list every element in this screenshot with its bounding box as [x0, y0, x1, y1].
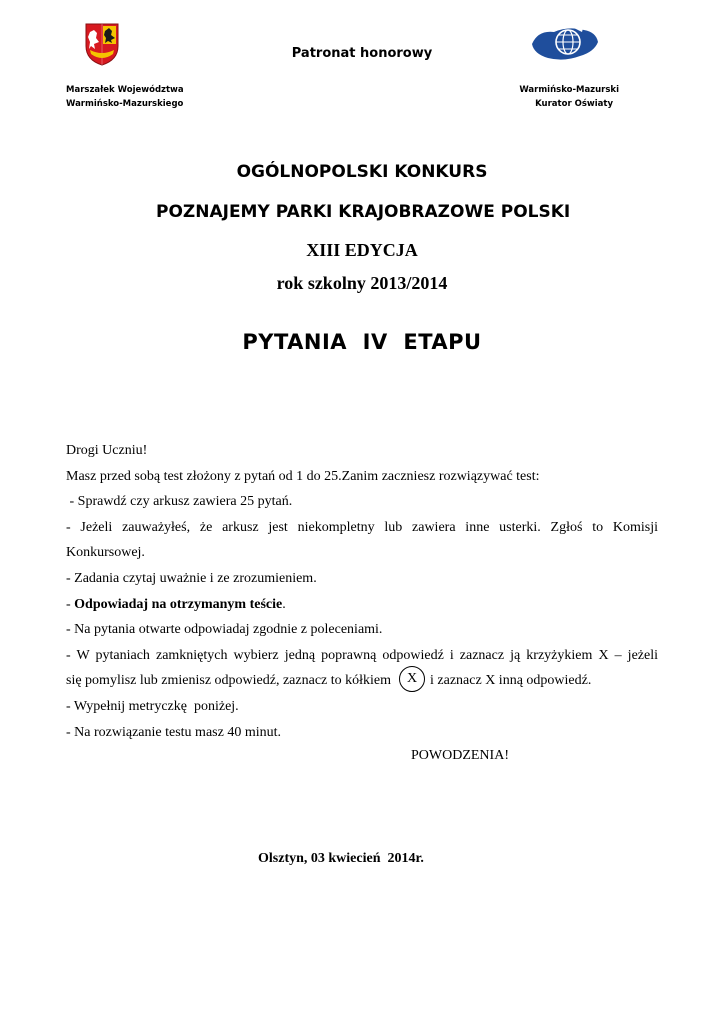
- instruction-item-2-line2: Konkursowej.: [66, 545, 145, 561]
- greeting: Drogi Uczniu!: [66, 443, 148, 458]
- instruction-item-5: - Na pytania otwarte odpowiadaj zgodnie z poleceniami.: [66, 622, 383, 638]
- intro-line: Masz przed sobą test złożony z pytań od 1 do 25.Zanim zaczniesz rozwiązywać test:: [66, 468, 540, 484]
- instruction-item-4-prefix: -: [66, 596, 75, 612]
- stage-title: PYTANIA IV ETAPU: [242, 330, 482, 354]
- instruction-item-4: [66, 592, 658, 618]
- instruction-item-4-bold: Odpowiadaj na otrzymanym teście: [74, 596, 283, 612]
- contest-subtitle: POZNAJEMY PARKI KRAJOBRAZOWE POLSKI: [156, 202, 571, 222]
- school-year-title: rok szkolny 2013/2014: [276, 273, 448, 293]
- patronat-heading: Patronat honorowy: [291, 46, 433, 61]
- right-org-line1: Warmińsko-Mazurski: [519, 85, 619, 95]
- instruction-item-1: - Sprawdź czy arkusz zawiera 25 pytań.: [66, 494, 293, 510]
- instruction-item-6-line1: - W pytaniach zamkniętych wybierz jedną poprawną odpowiedź i zaznacz ją krzyżykiem X – jeżeli: [66, 647, 658, 663]
- closing-wish: POWODZENIA!: [411, 748, 509, 763]
- instruction-item-6-line2: [66, 668, 658, 694]
- instructions: [66, 438, 658, 746]
- instruction-item-8: - Na rozwiązanie testu masz 40 minut.: [66, 724, 281, 740]
- edition-title: XIII EDYCJA: [306, 240, 418, 260]
- left-org-line1: Marszałek Województwa: [66, 85, 184, 95]
- place-date: Olsztyn, 03 kwiecień 2014r.: [258, 851, 424, 866]
- right-org-line2: Kurator Oświaty: [535, 99, 613, 109]
- contest-title: OGÓLNOPOLSKI KONKURS: [236, 162, 488, 182]
- instruction-item-6-after: i zaznacz X inną odpowiedź.: [430, 673, 592, 689]
- instruction-item-4-suffix: .: [282, 596, 286, 612]
- instruction-item-3: - Zadania czytaj uważnie i ze zrozumieniem.: [66, 570, 317, 586]
- instruction-item-6-before: się pomylisz lub zmienisz odpowiedź, zaznacz to kółkiem: [66, 673, 392, 689]
- instruction-item-2-line1: - Jeżeli zauważyłeś, że arkusz jest niekompletny lub zawiera inne usterki. Zgłoś to Komisji: [66, 519, 658, 535]
- instruction-item-7: - Wypełnij metryczkę poniżej.: [66, 699, 239, 715]
- circled-x-example: X: [399, 666, 425, 692]
- left-org-line2: Warmińsko-Mazurskiego: [66, 99, 184, 109]
